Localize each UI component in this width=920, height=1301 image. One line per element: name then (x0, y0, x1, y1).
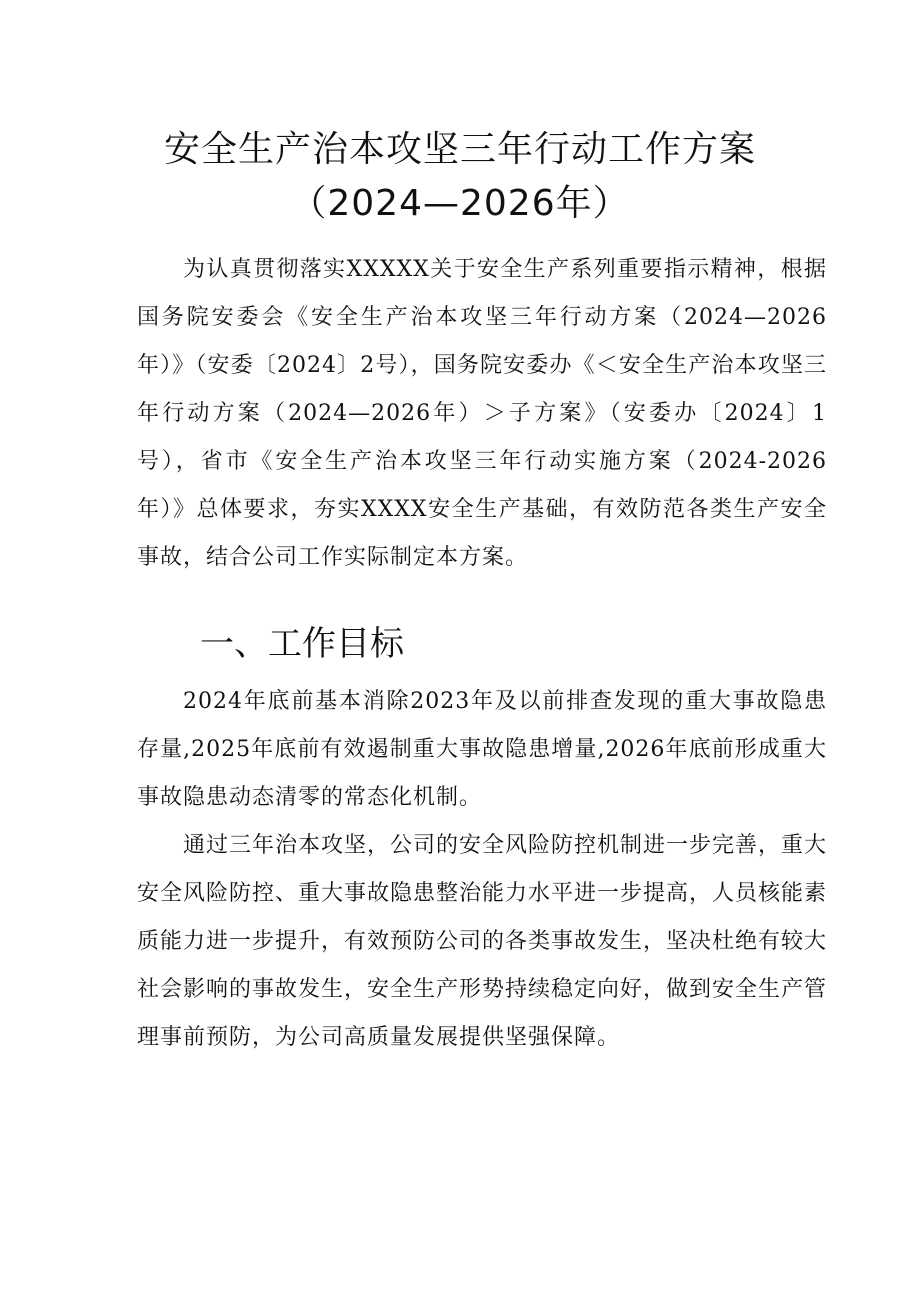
document-title-years: （2024—2026年） (290, 183, 630, 224)
intro-paragraph: 为认真贯彻落实XXXXX关于安全生产系列重要指示精神，根据国务院安委会《安全生产治本攻坚三年行动方案（2024—2026年）》（安委〔2024〕2号），国务院安委办《＜安全生产治本攻坚三年行动方案（2024—2026年）＞子方案》（安委办〔2024〕1号），省市《安全生产治本攻坚三年行动实施方案（2024-2026年）》总体要求，夯实XXXX安全生产基础，有效防范各类生产安全事故，结合公司工作实际制定本方案。 (137, 257, 827, 570)
goal-paragraph-1-block (137, 678, 827, 822)
goal-paragraph-2-block (137, 822, 827, 1062)
section-heading-work-goals: 一、工作目标 (200, 624, 404, 664)
document-title: 安全生产治本攻坚三年行动工作方案 (163, 129, 756, 170)
goal-paragraph-1: 2024年底前基本消除2023年及以前排查发现的重大事故隐患存量,2025年底前有效遏制重大事故隐患增量,2026年底前形成重大事故隐患动态清零的常态化机制。 (137, 689, 827, 810)
intro-paragraph-block (137, 246, 827, 582)
goal-paragraph-2: 通过三年治本攻坚，公司的安全风险防控机制进一步完善，重大安全风险防控、重大事故隐患整治能力水平进一步提高，人员核能素质能力进一步提升，有效预防公司的各类事故发生，坚决杜绝有较大社会影响的事故发生，安全生产形势持续稳定向好，做到安全生产管理事前预防，为公司高质量发展提供坚强保障。 (137, 833, 828, 1050)
